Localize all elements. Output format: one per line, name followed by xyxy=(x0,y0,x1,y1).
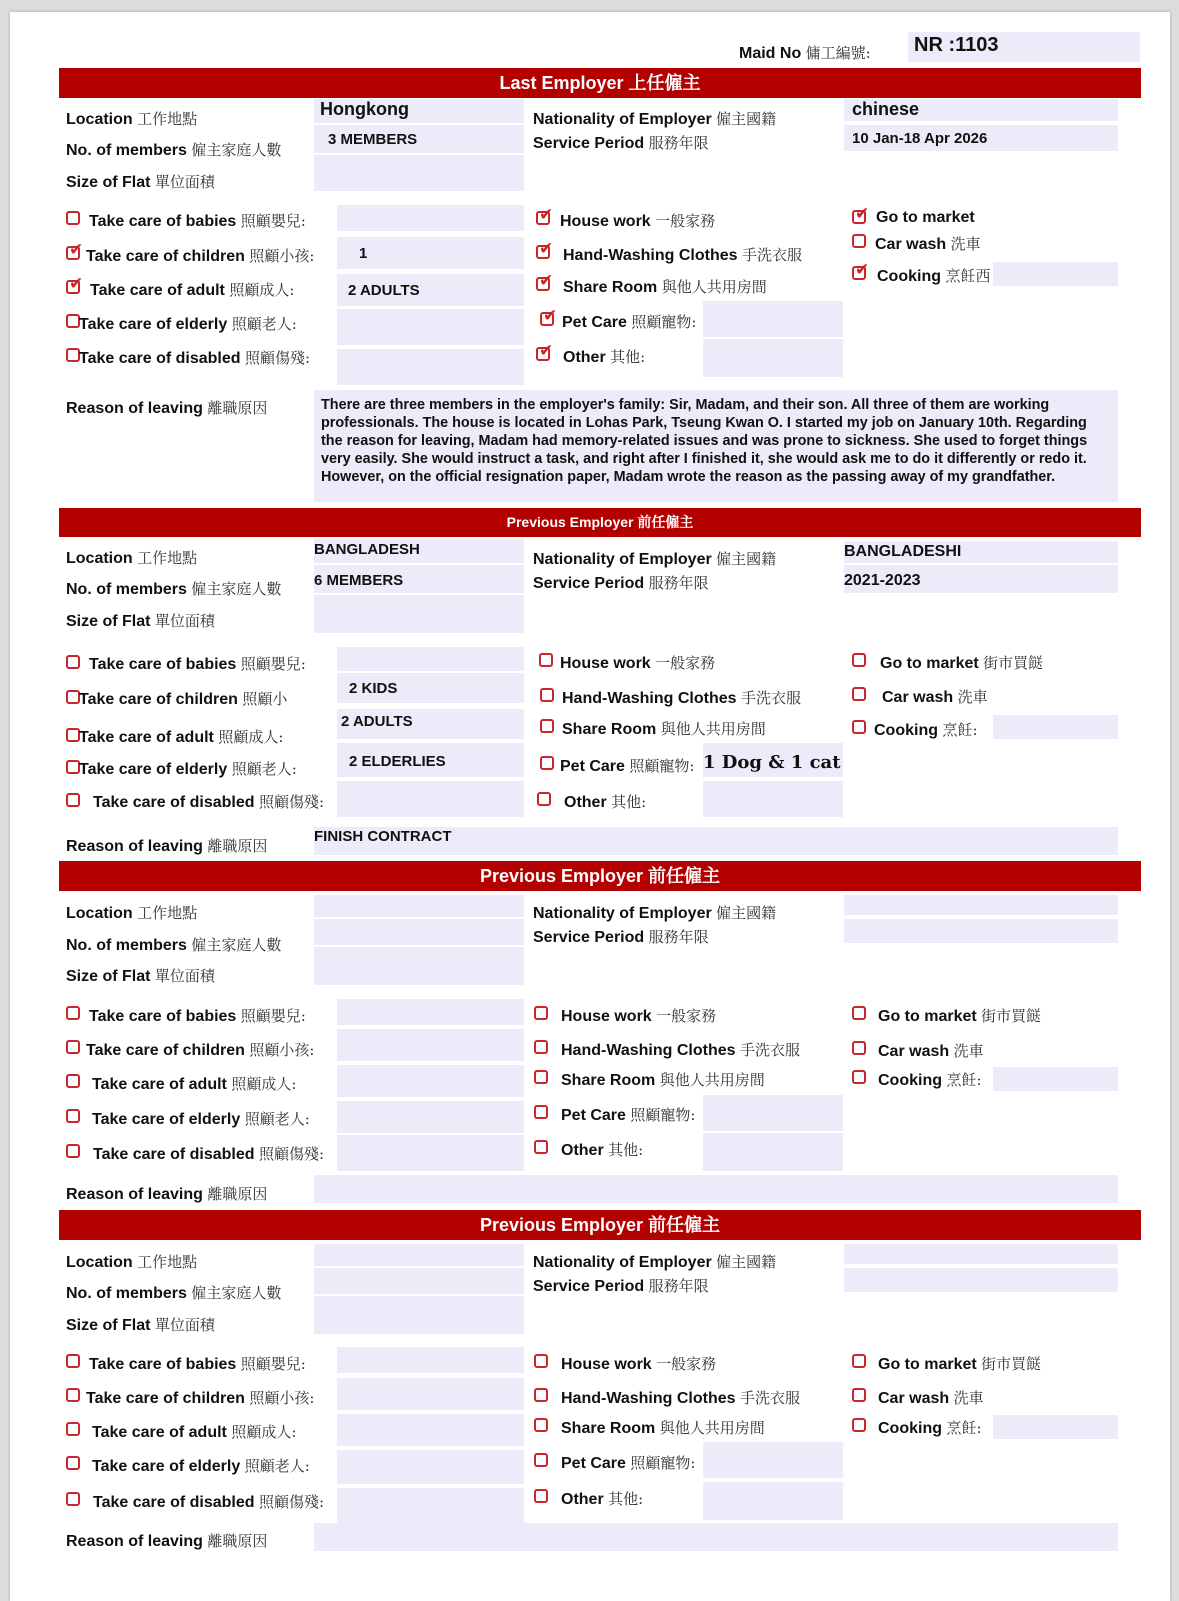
nationality-label: Nationality of Employer 僱主國籍 xyxy=(533,904,777,922)
members-label: No. of members 僱主家庭人數 xyxy=(66,936,282,954)
duty-share-label: Share Room 與他人共用房間 xyxy=(561,1071,765,1089)
duty-other-label: Other 其他: xyxy=(561,1141,644,1159)
checkbox-share-room[interactable] xyxy=(534,1418,548,1432)
checkbox-other[interactable] xyxy=(536,341,554,361)
duty-adult-label: Take care of adult 照顧成人: xyxy=(92,1075,297,1093)
flat-field[interactable] xyxy=(314,1296,524,1334)
checkmark-icon: ✔ xyxy=(539,239,554,258)
duty-adult-label: Take care of adult 照顧成人: xyxy=(92,1423,297,1441)
checkmark-icon: ✔ xyxy=(855,260,870,279)
service-label: Service Period 服務年限 xyxy=(533,134,709,152)
employment-record-page xyxy=(10,12,1170,1601)
duty-pet-label: Pet Care 照顧寵物: xyxy=(561,1454,696,1472)
duty-disabled-label: Take care of disabled 照顧傷殘: xyxy=(93,1145,325,1163)
service-label: Service Period 服務年限 xyxy=(533,1277,709,1295)
service-field[interactable] xyxy=(844,1268,1118,1292)
duty-children-label: Take care of children 照顧小孩: xyxy=(86,1041,315,1059)
checkbox-disabled[interactable] xyxy=(66,793,80,807)
cooking-field[interactable] xyxy=(993,1415,1118,1439)
checkbox-adult[interactable] xyxy=(66,274,84,294)
duty-other-label: Other 其他: xyxy=(564,793,647,811)
duty-washing-label: Hand-Washing Clothes 手洗衣服 xyxy=(561,1041,800,1059)
checkbox-housework[interactable] xyxy=(536,205,554,225)
service-field[interactable]: 2021-2023 xyxy=(844,565,1118,593)
checkbox-carwash[interactable] xyxy=(852,1388,866,1402)
duty-babies-label: Take care of babies 照顧嬰兒: xyxy=(89,1355,306,1373)
pet-field[interactable]: 1 Dog & 1 cat xyxy=(703,743,843,777)
checkbox-housework[interactable] xyxy=(539,653,553,667)
duty-children-label: Take care of children 照顧小孩: xyxy=(86,1389,315,1407)
flat-field[interactable] xyxy=(314,595,524,633)
duty-carwash-label: Car wash 洗車 xyxy=(882,688,988,706)
checkbox-children[interactable] xyxy=(66,1040,80,1054)
checkbox-cooking[interactable] xyxy=(852,720,866,734)
duty-carwash-label: Car wash 洗車 xyxy=(875,235,981,253)
checkbox-share-room[interactable] xyxy=(536,271,554,291)
checkbox-carwash[interactable] xyxy=(852,1041,866,1055)
checkbox-housework[interactable] xyxy=(534,1006,548,1020)
checkbox-market[interactable] xyxy=(852,204,870,224)
checkbox-carwash[interactable] xyxy=(852,234,866,248)
reason-label: Reason of leaving 離職原因 xyxy=(66,1185,268,1203)
checkmark-icon: ✔ xyxy=(855,204,870,223)
duty-cooking-label: Cooking 烹飪: xyxy=(878,1071,982,1089)
checkbox-cooking[interactable] xyxy=(852,1418,866,1432)
duty-children-label: Take care of children 照顧小孩: xyxy=(86,247,315,265)
checkbox-disabled[interactable] xyxy=(66,1144,80,1158)
babies-field[interactable] xyxy=(337,1347,524,1373)
nationality-field[interactable] xyxy=(844,1244,1118,1264)
babies-field[interactable] xyxy=(337,999,524,1025)
checkbox-children[interactable] xyxy=(66,240,84,260)
duty-cooking-label: Cooking 烹飪: xyxy=(878,1419,982,1437)
duty-market-label: Go to market 街市買餸 xyxy=(878,1007,1042,1025)
duty-disabled-label: Take care of disabled 照顧傷殘: xyxy=(93,793,325,811)
duty-elderly-label: Take care of elderly 照顧老人: xyxy=(92,1110,310,1128)
babies-field[interactable] xyxy=(337,647,524,671)
section-4-title-bar: Previous Employer 前任僱主 xyxy=(59,1210,1141,1240)
reason-field[interactable] xyxy=(314,1175,1118,1203)
duty-housework-label: House work 一般家務 xyxy=(561,1355,717,1373)
flat-label: Size of Flat 單位面積 xyxy=(66,1316,215,1334)
checkbox-children[interactable] xyxy=(66,690,80,704)
location-label: Location 工作地點 xyxy=(66,904,198,922)
checkmark-icon: ✔ xyxy=(543,306,558,325)
checkbox-washing[interactable] xyxy=(534,1040,548,1054)
checkbox-housework[interactable] xyxy=(534,1354,548,1368)
other-field[interactable] xyxy=(703,1482,843,1520)
checkbox-other[interactable] xyxy=(537,792,551,806)
reason-label: Reason of leaving 離職原因 xyxy=(66,1532,268,1550)
checkbox-pet[interactable] xyxy=(534,1105,548,1119)
disabled-field[interactable] xyxy=(337,1488,524,1524)
pet-field[interactable] xyxy=(703,1442,843,1478)
other-field[interactable] xyxy=(703,1133,843,1171)
duty-housework-label: House work 一般家務 xyxy=(561,1007,717,1025)
duty-children-label: Take care of children 照顧小 xyxy=(79,690,288,708)
duty-babies-label: Take care of babies 照顧嬰兒: xyxy=(89,655,306,673)
reason-field[interactable]: There are three members in the employer's family: Sir, Madam, and their son. All three of them are working professionals. The house is located in Lohas Park, Tseung Kwan O. I started my job on January 10th. Regarding the reason for leaving, Madam had memory-related issues and was prone to sickness. She used to forget things very easily. She would instruct a task, and right after I finished it, she would ask me to do it differently or redo it. However, on the official resignation paper, Madam wrote the reason as the passing away of my grandfather. xyxy=(314,390,1118,502)
duty-pet-label: Pet Care 照顧寵物: xyxy=(562,313,697,331)
checkmark-icon: ✔ xyxy=(539,271,554,290)
checkbox-cooking[interactable] xyxy=(852,1070,866,1084)
checkbox-babies[interactable] xyxy=(66,655,80,669)
location-field[interactable]: Hongkong xyxy=(314,99,524,123)
duty-share-label: Share Room 與他人共用房間 xyxy=(563,278,767,296)
checkbox-other[interactable] xyxy=(534,1140,548,1154)
members-label: No. of members 僱主家庭人數 xyxy=(66,580,282,598)
members-field[interactable] xyxy=(314,1268,524,1294)
checkbox-market[interactable] xyxy=(852,653,866,667)
checkmark-icon: ✔ xyxy=(539,341,554,360)
checkbox-elderly[interactable] xyxy=(66,1109,80,1123)
members-field[interactable]: 3 MEMBERS xyxy=(314,125,524,153)
cooking-field[interactable] xyxy=(993,1067,1118,1091)
babies-field[interactable] xyxy=(337,205,524,231)
duty-cooking-label: Cooking 烹飪: xyxy=(874,721,978,739)
flat-field[interactable] xyxy=(314,155,524,191)
pet-field[interactable] xyxy=(703,301,843,337)
duty-washing-label: Hand-Washing Clothes 手洗衣服 xyxy=(561,1389,800,1407)
checkbox-share-room[interactable] xyxy=(540,719,554,733)
maid-no-label: Maid No 傭工編號: xyxy=(739,44,871,62)
duty-disabled-label: Take care of disabled 照顧傷殘: xyxy=(93,1493,325,1511)
location-field[interactable] xyxy=(314,1244,524,1266)
checkbox-pet[interactable] xyxy=(534,1453,548,1467)
location-field[interactable]: BANGLADESH xyxy=(314,539,524,563)
disabled-field[interactable] xyxy=(337,1135,524,1171)
nationality-label: Nationality of Employer 僱主國籍 xyxy=(533,550,777,568)
checkmark-icon: ✔ xyxy=(69,240,84,259)
duty-pet-label: Pet Care 照顧寵物: xyxy=(561,1106,696,1124)
checkbox-babies[interactable] xyxy=(66,1354,80,1368)
section-2-title-bar: Previous Employer 前任僱主 xyxy=(59,508,1141,537)
checkbox-washing[interactable] xyxy=(534,1388,548,1402)
adult-field[interactable]: 2 ADULTS xyxy=(337,709,524,739)
location-label: Location 工作地點 xyxy=(66,1253,198,1271)
duty-carwash-label: Car wash 洗車 xyxy=(878,1042,984,1060)
section-3-title-bar: Previous Employer 前任僱主 xyxy=(59,861,1141,891)
reason-label: Reason of leaving 離職原因 xyxy=(66,399,268,417)
adult-field[interactable]: 2 ADULTS xyxy=(337,274,524,306)
reason-field[interactable]: FINISH CONTRACT xyxy=(314,827,1118,855)
checkmark-icon: ✔ xyxy=(539,205,554,224)
checkbox-babies[interactable] xyxy=(66,211,80,225)
service-label: Service Period 服務年限 xyxy=(533,928,709,946)
nationality-field[interactable] xyxy=(844,895,1118,915)
adult-field[interactable] xyxy=(337,1414,524,1446)
duty-market-label: Go to market 街市買餸 xyxy=(878,1355,1042,1373)
members-field[interactable] xyxy=(314,919,524,945)
checkbox-elderly[interactable] xyxy=(66,314,80,328)
checkbox-babies[interactable] xyxy=(66,1006,80,1020)
disabled-field[interactable] xyxy=(337,349,524,385)
duty-disabled-label: Take care of disabled 照顧傷殘: xyxy=(79,349,311,367)
location-field[interactable] xyxy=(314,895,524,917)
children-field[interactable] xyxy=(337,1378,524,1410)
checkbox-adult[interactable] xyxy=(66,1074,80,1088)
flat-label: Size of Flat 單位面積 xyxy=(66,967,215,985)
duty-elderly-label: Take care of elderly 照顧老人: xyxy=(79,760,297,778)
checkbox-cooking[interactable] xyxy=(852,260,870,280)
elderly-field[interactable]: 2 ELDERLIES xyxy=(337,743,524,777)
children-field[interactable]: 1 xyxy=(337,237,524,269)
duty-other-label: Other 其他: xyxy=(563,348,646,366)
members-label: No. of members 僱主家庭人數 xyxy=(66,1284,282,1302)
checkbox-elderly[interactable] xyxy=(66,1456,80,1470)
duty-elderly-label: Take care of elderly 照顧老人: xyxy=(79,315,297,333)
other-field[interactable] xyxy=(703,781,843,817)
checkbox-other[interactable] xyxy=(534,1489,548,1503)
flat-field[interactable] xyxy=(314,947,524,985)
location-label: Location 工作地點 xyxy=(66,110,198,128)
checkbox-share-room[interactable] xyxy=(534,1070,548,1084)
checkbox-carwash[interactable] xyxy=(852,687,866,701)
nationality-label: Nationality of Employer 僱主國籍 xyxy=(533,110,777,128)
duty-adult-label: Take care of adult 照顧成人: xyxy=(79,728,284,746)
duty-other-label: Other 其他: xyxy=(561,1490,644,1508)
children-field[interactable]: 2 KIDS xyxy=(337,673,524,703)
checkbox-washing[interactable] xyxy=(536,239,554,259)
checkbox-market[interactable] xyxy=(852,1006,866,1020)
duty-babies-label: Take care of babies 照顧嬰兒: xyxy=(89,1007,306,1025)
duty-washing-label: Hand-Washing Clothes 手洗衣服 xyxy=(562,689,801,707)
duty-cooking-label: Cooking 烹飪西 xyxy=(877,267,991,285)
reason-label: Reason of leaving 離職原因 xyxy=(66,837,268,855)
pet-field[interactable] xyxy=(703,1095,843,1131)
members-label: No. of members 僱主家庭人數 xyxy=(66,141,282,159)
service-field[interactable]: 10 Jan-18 Apr 2026 xyxy=(844,125,1118,151)
children-field[interactable] xyxy=(337,1029,524,1061)
checkbox-washing[interactable] xyxy=(540,688,554,702)
duty-market-label: Go to market xyxy=(876,209,975,226)
duty-washing-label: Hand-Washing Clothes 手洗衣服 xyxy=(563,246,802,264)
duty-adult-label: Take care of adult 照顧成人: xyxy=(90,281,295,299)
duty-share-label: Share Room 與他人共用房間 xyxy=(562,720,766,738)
duty-housework-label: House work 一般家務 xyxy=(560,212,716,230)
cooking-field[interactable] xyxy=(993,262,1118,286)
checkbox-elderly[interactable] xyxy=(66,760,80,774)
checkbox-disabled[interactable] xyxy=(66,1492,80,1506)
duty-share-label: Share Room 與他人共用房間 xyxy=(561,1419,765,1437)
nationality-field[interactable]: BANGLADESHI xyxy=(844,541,1118,563)
location-label: Location 工作地點 xyxy=(66,549,198,567)
service-field[interactable] xyxy=(844,919,1118,943)
duty-housework-label: House work 一般家務 xyxy=(560,654,716,672)
nationality-field[interactable]: chinese xyxy=(844,99,1118,121)
section-1-title-bar: Last Employer 上任僱主 xyxy=(59,68,1141,98)
elderly-field[interactable] xyxy=(337,1101,524,1133)
elderly-field[interactable] xyxy=(337,309,524,345)
flat-label: Size of Flat 單位面積 xyxy=(66,612,215,630)
duty-babies-label: Take care of babies 照顧嬰兒: xyxy=(89,212,306,230)
checkbox-adult[interactable] xyxy=(66,728,80,742)
checkbox-market[interactable] xyxy=(852,1354,866,1368)
maid-no-field[interactable]: NR :1103 xyxy=(908,32,1140,62)
checkmark-icon: ✔ xyxy=(69,274,84,293)
flat-label: Size of Flat 單位面積 xyxy=(66,173,215,191)
other-field[interactable] xyxy=(703,339,843,377)
nationality-label: Nationality of Employer 僱主國籍 xyxy=(533,1253,777,1271)
duty-pet-label: Pet Care 照顧寵物: xyxy=(560,757,695,775)
checkbox-adult[interactable] xyxy=(66,1422,80,1436)
members-field[interactable]: 6 MEMBERS xyxy=(314,565,524,593)
duty-elderly-label: Take care of elderly 照顧老人: xyxy=(92,1457,310,1475)
duty-market-label: Go to market 街市買餸 xyxy=(880,654,1044,672)
checkbox-pet[interactable] xyxy=(540,306,558,326)
service-label: Service Period 服務年限 xyxy=(533,574,709,592)
duty-carwash-label: Car wash 洗車 xyxy=(878,1389,984,1407)
checkbox-disabled[interactable] xyxy=(66,348,80,362)
checkbox-pet[interactable] xyxy=(540,756,554,770)
reason-field[interactable] xyxy=(314,1523,1118,1551)
disabled-field[interactable] xyxy=(337,781,524,817)
cooking-field[interactable] xyxy=(993,715,1118,739)
checkbox-children[interactable] xyxy=(66,1388,80,1402)
adult-field[interactable] xyxy=(337,1065,524,1097)
elderly-field[interactable] xyxy=(337,1450,524,1484)
